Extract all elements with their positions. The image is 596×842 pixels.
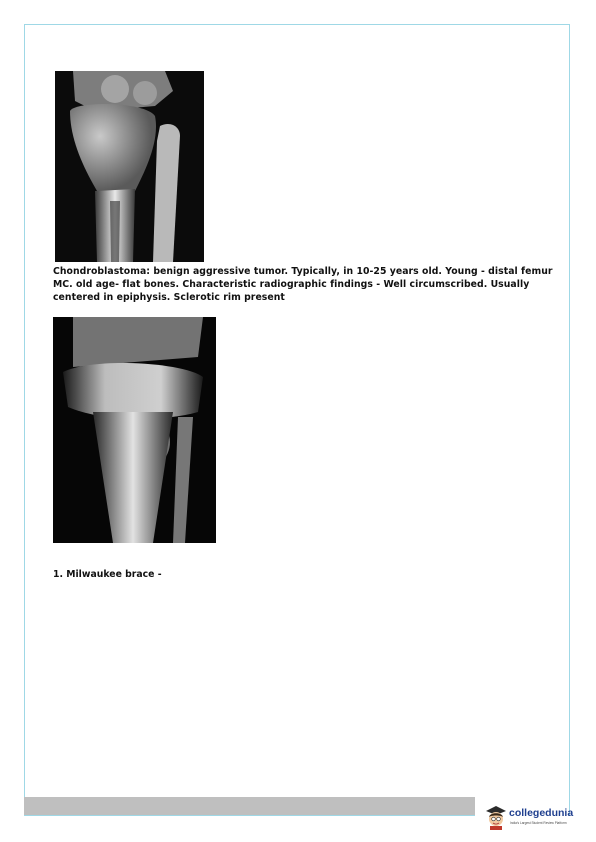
- logo-text: collegedunia: [509, 807, 574, 819]
- wrist-xray-image: [55, 71, 204, 262]
- milwaukee-brace-item: 1. Milwaukee brace -: [53, 569, 162, 580]
- chondroblastoma-caption: Chondroblastoma: benign aggressive tumor. Typically, in 10-25 years old. Young - distal femur MC. old age- flat bones. Characteristic radiographic findings - Well circumscribed. Usually centered in epiphysis. Sclerotic rim present: [53, 266, 553, 303]
- collegedunia-mascot-icon: [484, 804, 508, 830]
- collegedunia-logo[interactable]: [484, 804, 594, 834]
- knee-xray-image: [53, 317, 216, 543]
- footer-rule: [24, 815, 475, 816]
- footer-bar: [24, 797, 475, 815]
- logo-tagline: India's Largest Student Review Platform: [510, 821, 567, 825]
